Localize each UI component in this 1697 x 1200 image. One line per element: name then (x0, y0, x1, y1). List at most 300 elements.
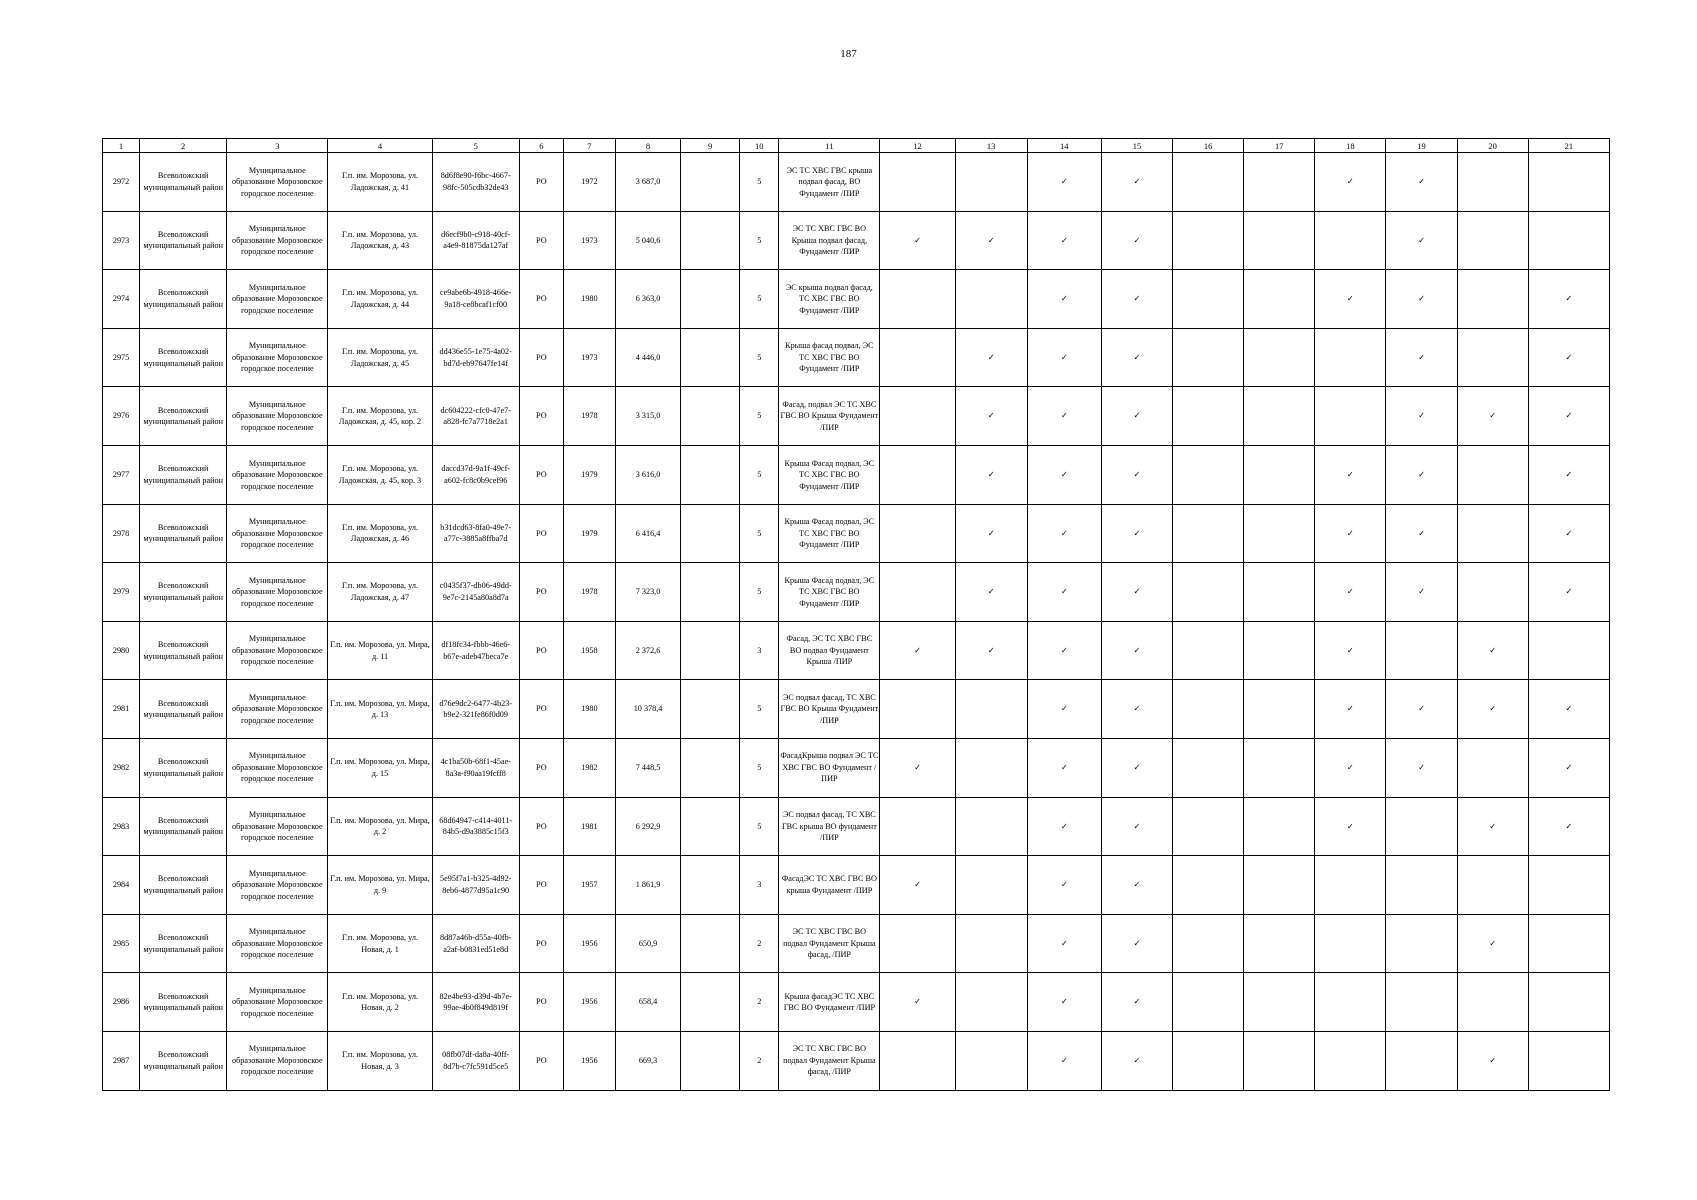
work-flag-col-21 (1528, 797, 1609, 856)
district-cell: Всеволожский муниципальный район (140, 621, 227, 680)
checkmark-icon: ✓ (1060, 234, 1068, 245)
guid-cell: ce9abe6b-4918-466e-9a18-ce8bcaf1cf00 (432, 270, 519, 329)
row-number-cell: 2979 (103, 563, 140, 622)
work-flag-col-19 (1386, 270, 1457, 329)
works-list-cell: Крыша Фасад подвал, ЭС ТС ХВС ГВС ВО Фундамент /ПИР (779, 504, 880, 563)
column-9-cell (681, 856, 740, 915)
work-flag-col-15 (1101, 856, 1172, 915)
work-flag-col-18 (1315, 856, 1386, 915)
work-flag-col-14 (1027, 797, 1101, 856)
checkmark-icon: ✓ (1133, 527, 1141, 538)
address-cell: Г.п. им. Морозова, ул. Ладожская, д. 44 (328, 270, 432, 329)
floors-cell: 5 (740, 738, 779, 797)
build-year-cell: 1982 (563, 738, 615, 797)
work-flag-col-12 (880, 387, 955, 446)
work-flag-col-12 (880, 328, 955, 387)
work-flag-col-12 (880, 153, 955, 212)
work-flag-col-19 (1386, 328, 1457, 387)
checkmark-icon: ✓ (987, 351, 995, 362)
row-number-cell: 2984 (103, 856, 140, 915)
checkmark-icon: ✓ (1133, 234, 1141, 245)
works-list-cell: Фасад, ЭС ТС ХВС ГВС ВО подвал Фундамент Крыша /ПИР (779, 621, 880, 680)
build-year-cell: 1972 (563, 153, 615, 212)
works-list-cell: ФасадЭС ТС ХВС ГВС ВО крыша Фундамент /ПИР (779, 856, 880, 915)
work-flag-col-20 (1457, 856, 1528, 915)
municipality-cell: Муниципальное образование Морозовское городское поселение (227, 211, 328, 270)
checkmark-icon: ✓ (987, 644, 995, 655)
checkmark-icon: ✓ (1133, 176, 1141, 187)
work-flag-col-17 (1244, 856, 1315, 915)
checkmark-icon: ✓ (914, 644, 921, 655)
table-row (103, 797, 1610, 856)
guid-cell: d76e9dc2-6477-4b23-b9e2-321fe86f0d09 (432, 680, 519, 739)
work-flag-col-12 (880, 445, 955, 504)
work-flag-col-16 (1173, 797, 1244, 856)
district-cell: Всеволожский муниципальный район (140, 445, 227, 504)
district-cell: Всеволожский муниципальный район (140, 270, 227, 329)
works-list-cell: ЭС ТС ХВС ГВС ВО подвал Фундамент Крыша фасад, /ПИР (779, 914, 880, 973)
district-cell: Всеволожский муниципальный район (140, 328, 227, 387)
address-cell: Г.п. им. Морозова, ул. Ладожская, д. 47 (328, 563, 432, 622)
column-header-8: 8 (615, 139, 680, 153)
work-flag-col-15 (1101, 797, 1172, 856)
work-flag-col-13 (955, 738, 1027, 797)
municipality-cell: Муниципальное образование Морозовское городское поселение (227, 856, 328, 915)
column-9-cell (681, 621, 740, 680)
floors-cell: 2 (740, 973, 779, 1032)
work-flag-col-17 (1244, 153, 1315, 212)
checkmark-icon: ✓ (1060, 937, 1068, 948)
work-flag-col-13 (955, 680, 1027, 739)
municipality-cell: Муниципальное образование Морозовское городское поселение (227, 445, 328, 504)
checkmark-icon: ✓ (1346, 527, 1354, 538)
row-number-cell: 2983 (103, 797, 140, 856)
build-year-cell: 1980 (563, 680, 615, 739)
work-flag-col-15 (1101, 680, 1172, 739)
checkmark-icon: ✓ (1060, 586, 1068, 597)
work-flag-col-16 (1173, 914, 1244, 973)
work-flag-col-21 (1528, 563, 1609, 622)
row-number-cell: 2987 (103, 1031, 140, 1090)
work-flag-col-13 (955, 1031, 1027, 1090)
header-row (103, 139, 1610, 153)
checkmark-icon: ✓ (1133, 351, 1141, 362)
municipality-cell: Муниципальное образование Морозовское городское поселение (227, 914, 328, 973)
checkmark-icon: ✓ (1060, 1054, 1068, 1065)
checkmark-icon: ✓ (1133, 996, 1141, 1007)
checkmark-icon: ✓ (1489, 820, 1497, 831)
address-cell: Г.п. им. Морозова, ул. Ладожская, д. 45, кор. 2 (328, 387, 432, 446)
work-flag-col-16 (1173, 153, 1244, 212)
checkmark-icon: ✓ (1133, 937, 1141, 948)
area-cell: 10 378,4 (615, 680, 680, 739)
work-flag-col-20 (1457, 504, 1528, 563)
work-flag-col-17 (1244, 621, 1315, 680)
work-flag-col-21 (1528, 211, 1609, 270)
table-row (103, 387, 1610, 446)
checkmark-icon: ✓ (1133, 586, 1141, 597)
checkmark-icon: ✓ (1418, 586, 1425, 597)
checkmark-icon: ✓ (1489, 937, 1497, 948)
fund-type-cell: РО (519, 328, 563, 387)
column-header-16: 16 (1173, 139, 1244, 153)
column-header-11: 11 (779, 139, 880, 153)
row-number-cell: 2973 (103, 211, 140, 270)
work-flag-col-19 (1386, 621, 1457, 680)
work-flag-col-14 (1027, 973, 1101, 1032)
table-row (103, 1031, 1610, 1090)
address-cell: Г.п. им. Морозова, ул. Ладожская, д. 41 (328, 153, 432, 212)
column-9-cell (681, 914, 740, 973)
work-flag-col-15 (1101, 738, 1172, 797)
work-flag-col-12 (880, 211, 955, 270)
checkmark-icon: ✓ (1565, 527, 1573, 538)
column-9-cell (681, 328, 740, 387)
work-flag-col-16 (1173, 387, 1244, 446)
work-flag-col-13 (955, 563, 1027, 622)
work-flag-col-17 (1244, 328, 1315, 387)
work-flag-col-14 (1027, 738, 1101, 797)
work-flag-col-21 (1528, 328, 1609, 387)
checkmark-icon: ✓ (1346, 761, 1354, 772)
works-list-cell: Крыша фасадЭС ТС ХВС ГВС ВО Фундамент /ПИР (779, 973, 880, 1032)
work-flag-col-15 (1101, 563, 1172, 622)
checkmark-icon: ✓ (1060, 879, 1068, 890)
column-header-9: 9 (681, 139, 740, 153)
column-header-15: 15 (1101, 139, 1172, 153)
checkmark-icon: ✓ (1346, 176, 1354, 187)
checkmark-icon: ✓ (914, 879, 921, 890)
work-flag-col-12 (880, 621, 955, 680)
work-flag-col-13 (955, 914, 1027, 973)
work-flag-col-16 (1173, 211, 1244, 270)
work-flag-col-16 (1173, 856, 1244, 915)
district-cell: Всеволожский муниципальный район (140, 973, 227, 1032)
area-cell: 3 315,0 (615, 387, 680, 446)
municipality-cell: Муниципальное образование Морозовское городское поселение (227, 563, 328, 622)
checkmark-icon: ✓ (914, 761, 921, 772)
work-flag-col-13 (955, 445, 1027, 504)
checkmark-icon: ✓ (1489, 410, 1497, 421)
work-flag-col-18 (1315, 270, 1386, 329)
fund-type-cell: РО (519, 738, 563, 797)
floors-cell: 5 (740, 797, 779, 856)
checkmark-icon: ✓ (1133, 703, 1141, 714)
column-header-18: 18 (1315, 139, 1386, 153)
checkmark-icon: ✓ (1133, 410, 1141, 421)
work-flag-col-21 (1528, 387, 1609, 446)
column-header-7: 7 (563, 139, 615, 153)
checkmark-icon: ✓ (1133, 644, 1141, 655)
checkmark-icon: ✓ (1565, 469, 1573, 480)
area-cell: 2 372,6 (615, 621, 680, 680)
work-flag-col-19 (1386, 973, 1457, 1032)
area-cell: 7 448,5 (615, 738, 680, 797)
checkmark-icon: ✓ (1565, 820, 1573, 831)
build-year-cell: 1978 (563, 563, 615, 622)
address-cell: Г.п. им. Морозова, ул. Ладожская, д. 43 (328, 211, 432, 270)
address-cell: Г.п. им. Морозова, ул. Ладожская, д. 45, кор. 3 (328, 445, 432, 504)
work-flag-col-19 (1386, 1031, 1457, 1090)
work-flag-col-17 (1244, 914, 1315, 973)
checkmark-icon: ✓ (1346, 293, 1354, 304)
work-flag-col-19 (1386, 211, 1457, 270)
work-flag-col-14 (1027, 270, 1101, 329)
works-list-cell: ЭС ТС ХВС ГВС ВО подвал Фундамент Крыша фасад, /ПИР (779, 1031, 880, 1090)
table-row (103, 328, 1610, 387)
address-cell: Г.п. им. Морозова, ул. Новая, д. 1 (328, 914, 432, 973)
work-flag-col-21 (1528, 153, 1609, 212)
checkmark-icon: ✓ (1418, 351, 1425, 362)
build-year-cell: 1979 (563, 445, 615, 504)
column-9-cell (681, 797, 740, 856)
work-flag-col-20 (1457, 387, 1528, 446)
checkmark-icon: ✓ (1418, 761, 1425, 772)
district-cell: Всеволожский муниципальный район (140, 797, 227, 856)
area-cell: 6 416,4 (615, 504, 680, 563)
work-flag-col-14 (1027, 211, 1101, 270)
fund-type-cell: РО (519, 914, 563, 973)
district-cell: Всеволожский муниципальный район (140, 914, 227, 973)
work-flag-col-13 (955, 328, 1027, 387)
work-flag-col-20 (1457, 738, 1528, 797)
column-9-cell (681, 973, 740, 1032)
work-flag-col-13 (955, 797, 1027, 856)
guid-cell: dc604222-cfc0-47e7-a828-fc7a7718e2a1 (432, 387, 519, 446)
build-year-cell: 1957 (563, 856, 615, 915)
work-flag-col-17 (1244, 973, 1315, 1032)
fund-type-cell: РО (519, 387, 563, 446)
area-cell: 1 861,9 (615, 856, 680, 915)
work-flag-col-15 (1101, 445, 1172, 504)
guid-cell: 5e95f7a1-b325-4d92-8eb6-4877d95a1c90 (432, 856, 519, 915)
checkmark-icon: ✓ (914, 996, 921, 1007)
floors-cell: 5 (740, 211, 779, 270)
fund-type-cell: РО (519, 797, 563, 856)
column-header-17: 17 (1244, 139, 1315, 153)
district-cell: Всеволожский муниципальный район (140, 211, 227, 270)
works-list-cell: ЭС подвал фасад, ТС ХВС ГВС крыша ВО фундамент /ПИР (779, 797, 880, 856)
fund-type-cell: РО (519, 621, 563, 680)
work-flag-col-18 (1315, 153, 1386, 212)
work-flag-col-16 (1173, 270, 1244, 329)
municipality-cell: Муниципальное образование Морозовское городское поселение (227, 680, 328, 739)
works-list-cell: Крыша Фасад подвал, ЭС ТС ХВС ГВС ВО Фундамент /ПИР (779, 445, 880, 504)
work-flag-col-19 (1386, 738, 1457, 797)
municipality-cell: Муниципальное образование Морозовское городское поселение (227, 504, 328, 563)
municipality-cell: Муниципальное образование Морозовское городское поселение (227, 973, 328, 1032)
municipality-cell: Муниципальное образование Морозовское городское поселение (227, 621, 328, 680)
work-flag-col-17 (1244, 680, 1315, 739)
table-row (103, 153, 1610, 212)
district-cell: Всеволожский муниципальный район (140, 1031, 227, 1090)
build-year-cell: 1980 (563, 270, 615, 329)
checkmark-icon: ✓ (987, 469, 995, 480)
checkmark-icon: ✓ (1060, 761, 1068, 772)
column-header-19: 19 (1386, 139, 1457, 153)
work-flag-col-21 (1528, 270, 1609, 329)
checkmark-icon: ✓ (987, 527, 995, 538)
checkmark-icon: ✓ (1060, 996, 1068, 1007)
work-flag-col-14 (1027, 445, 1101, 504)
fund-type-cell: РО (519, 445, 563, 504)
work-flag-col-17 (1244, 211, 1315, 270)
work-flag-col-12 (880, 270, 955, 329)
table-row (103, 738, 1610, 797)
row-number-cell: 2976 (103, 387, 140, 446)
column-header-6: 6 (519, 139, 563, 153)
work-flag-col-14 (1027, 563, 1101, 622)
checkmark-icon: ✓ (1133, 879, 1141, 890)
row-number-cell: 2986 (103, 973, 140, 1032)
work-flag-col-15 (1101, 621, 1172, 680)
floors-cell: 5 (740, 504, 779, 563)
work-flag-col-12 (880, 738, 955, 797)
floors-cell: 2 (740, 914, 779, 973)
floors-cell: 5 (740, 563, 779, 622)
guid-cell: 68d64947-c414-4011-84b5-d9a3885c15f3 (432, 797, 519, 856)
work-flag-col-20 (1457, 270, 1528, 329)
column-9-cell (681, 738, 740, 797)
checkmark-icon: ✓ (1418, 527, 1425, 538)
floors-cell: 5 (740, 680, 779, 739)
work-flag-col-15 (1101, 914, 1172, 973)
work-flag-col-18 (1315, 211, 1386, 270)
address-cell: Г.п. им. Морозова, ул. Мира, д. 15 (328, 738, 432, 797)
checkmark-icon: ✓ (1565, 293, 1573, 304)
table-row (103, 504, 1610, 563)
checkmark-icon: ✓ (1133, 1054, 1141, 1065)
works-list-cell: Фасад, подвал ЭС ТС ХВС ГВС ВО Крыша Фундамент /ПИР (779, 387, 880, 446)
work-flag-col-12 (880, 856, 955, 915)
column-header-4: 4 (328, 139, 432, 153)
column-9-cell (681, 211, 740, 270)
floors-cell: 5 (740, 328, 779, 387)
checkmark-icon: ✓ (1346, 586, 1354, 597)
work-flag-col-21 (1528, 621, 1609, 680)
work-flag-col-17 (1244, 1031, 1315, 1090)
work-flag-col-20 (1457, 680, 1528, 739)
work-flag-col-19 (1386, 856, 1457, 915)
column-9-cell (681, 563, 740, 622)
work-flag-col-16 (1173, 1031, 1244, 1090)
work-flag-col-13 (955, 856, 1027, 915)
checkmark-icon: ✓ (1565, 351, 1573, 362)
table-row (103, 563, 1610, 622)
row-number-cell: 2985 (103, 914, 140, 973)
checkmark-icon: ✓ (914, 234, 921, 245)
work-flag-col-14 (1027, 856, 1101, 915)
work-flag-col-19 (1386, 797, 1457, 856)
checkmark-icon: ✓ (1060, 176, 1068, 187)
checkmark-icon: ✓ (1489, 703, 1497, 714)
guid-cell: d6ecf9b0-c918-40cf-a4e9-81875da127af (432, 211, 519, 270)
checkmark-icon: ✓ (1060, 410, 1068, 421)
floors-cell: 5 (740, 153, 779, 212)
checkmark-icon: ✓ (987, 234, 995, 245)
row-number-cell: 2982 (103, 738, 140, 797)
area-cell: 4 446,0 (615, 328, 680, 387)
checkmark-icon: ✓ (1346, 469, 1354, 480)
work-flag-col-21 (1528, 680, 1609, 739)
row-number-cell: 2978 (103, 504, 140, 563)
area-cell: 6 363,0 (615, 270, 680, 329)
table-row (103, 621, 1610, 680)
checkmark-icon: ✓ (1133, 469, 1141, 480)
work-flag-col-15 (1101, 153, 1172, 212)
checkmark-icon: ✓ (1489, 644, 1497, 655)
column-9-cell (681, 504, 740, 563)
work-flag-col-17 (1244, 797, 1315, 856)
checkmark-icon: ✓ (1346, 703, 1354, 714)
work-flag-col-16 (1173, 445, 1244, 504)
build-year-cell: 1973 (563, 211, 615, 270)
work-flag-col-16 (1173, 680, 1244, 739)
work-flag-col-17 (1244, 445, 1315, 504)
work-flag-col-20 (1457, 914, 1528, 973)
checkmark-icon: ✓ (1418, 410, 1425, 421)
work-flag-col-19 (1386, 914, 1457, 973)
checkmark-icon: ✓ (1060, 527, 1068, 538)
work-flag-col-12 (880, 973, 955, 1032)
work-flag-col-18 (1315, 621, 1386, 680)
floors-cell: 5 (740, 270, 779, 329)
table-row (103, 270, 1610, 329)
checkmark-icon: ✓ (1418, 234, 1425, 245)
work-flag-col-19 (1386, 504, 1457, 563)
row-number-cell: 2974 (103, 270, 140, 329)
checkmark-icon: ✓ (1565, 410, 1573, 421)
build-year-cell: 1956 (563, 1031, 615, 1090)
column-header-20: 20 (1457, 139, 1528, 153)
district-cell: Всеволожский муниципальный район (140, 738, 227, 797)
column-header-2: 2 (140, 139, 227, 153)
work-flag-col-21 (1528, 445, 1609, 504)
fund-type-cell: РО (519, 856, 563, 915)
column-header-13: 13 (955, 139, 1027, 153)
column-header-1: 1 (103, 139, 140, 153)
build-year-cell: 1956 (563, 914, 615, 973)
area-cell: 3 616,0 (615, 445, 680, 504)
address-cell: Г.п. им. Морозова, ул. Ладожская, д. 46 (328, 504, 432, 563)
column-9-cell (681, 1031, 740, 1090)
works-list-cell: ФасадКрыша подвал ЭС ТС ХВС ГВС ВО Фундамент /ПИР (779, 738, 880, 797)
work-flag-col-18 (1315, 973, 1386, 1032)
works-list-cell: Крыша фасад подвал, ЭС ТС ХВС ГВС ВО Фундамент /ПИР (779, 328, 880, 387)
municipality-cell: Муниципальное образование Морозовское городское поселение (227, 270, 328, 329)
housing-registry-table (102, 138, 1610, 1091)
work-flag-col-17 (1244, 563, 1315, 622)
build-year-cell: 1981 (563, 797, 615, 856)
municipality-cell: Муниципальное образование Морозовское городское поселение (227, 153, 328, 212)
table-body (103, 153, 1610, 1091)
work-flag-col-21 (1528, 856, 1609, 915)
district-cell: Всеволожский муниципальный район (140, 387, 227, 446)
work-flag-col-17 (1244, 270, 1315, 329)
works-list-cell: ЭС подвал фасад, ТС ХВС ГВС ВО Крыша Фундамент /ПИР (779, 680, 880, 739)
area-cell: 669,3 (615, 1031, 680, 1090)
work-flag-col-16 (1173, 328, 1244, 387)
area-cell: 7 323,0 (615, 563, 680, 622)
fund-type-cell: РО (519, 211, 563, 270)
address-cell: Г.п. им. Морозова, ул. Мира, д. 2 (328, 797, 432, 856)
work-flag-col-12 (880, 914, 955, 973)
work-flag-col-19 (1386, 445, 1457, 504)
works-list-cell: Крыша Фасад подвал, ЭС ТС ХВС ГВС ВО Фундамент /ПИР (779, 563, 880, 622)
column-header-12: 12 (880, 139, 955, 153)
address-cell: Г.п. им. Морозова, ул. Мира, д. 9 (328, 856, 432, 915)
work-flag-col-18 (1315, 328, 1386, 387)
